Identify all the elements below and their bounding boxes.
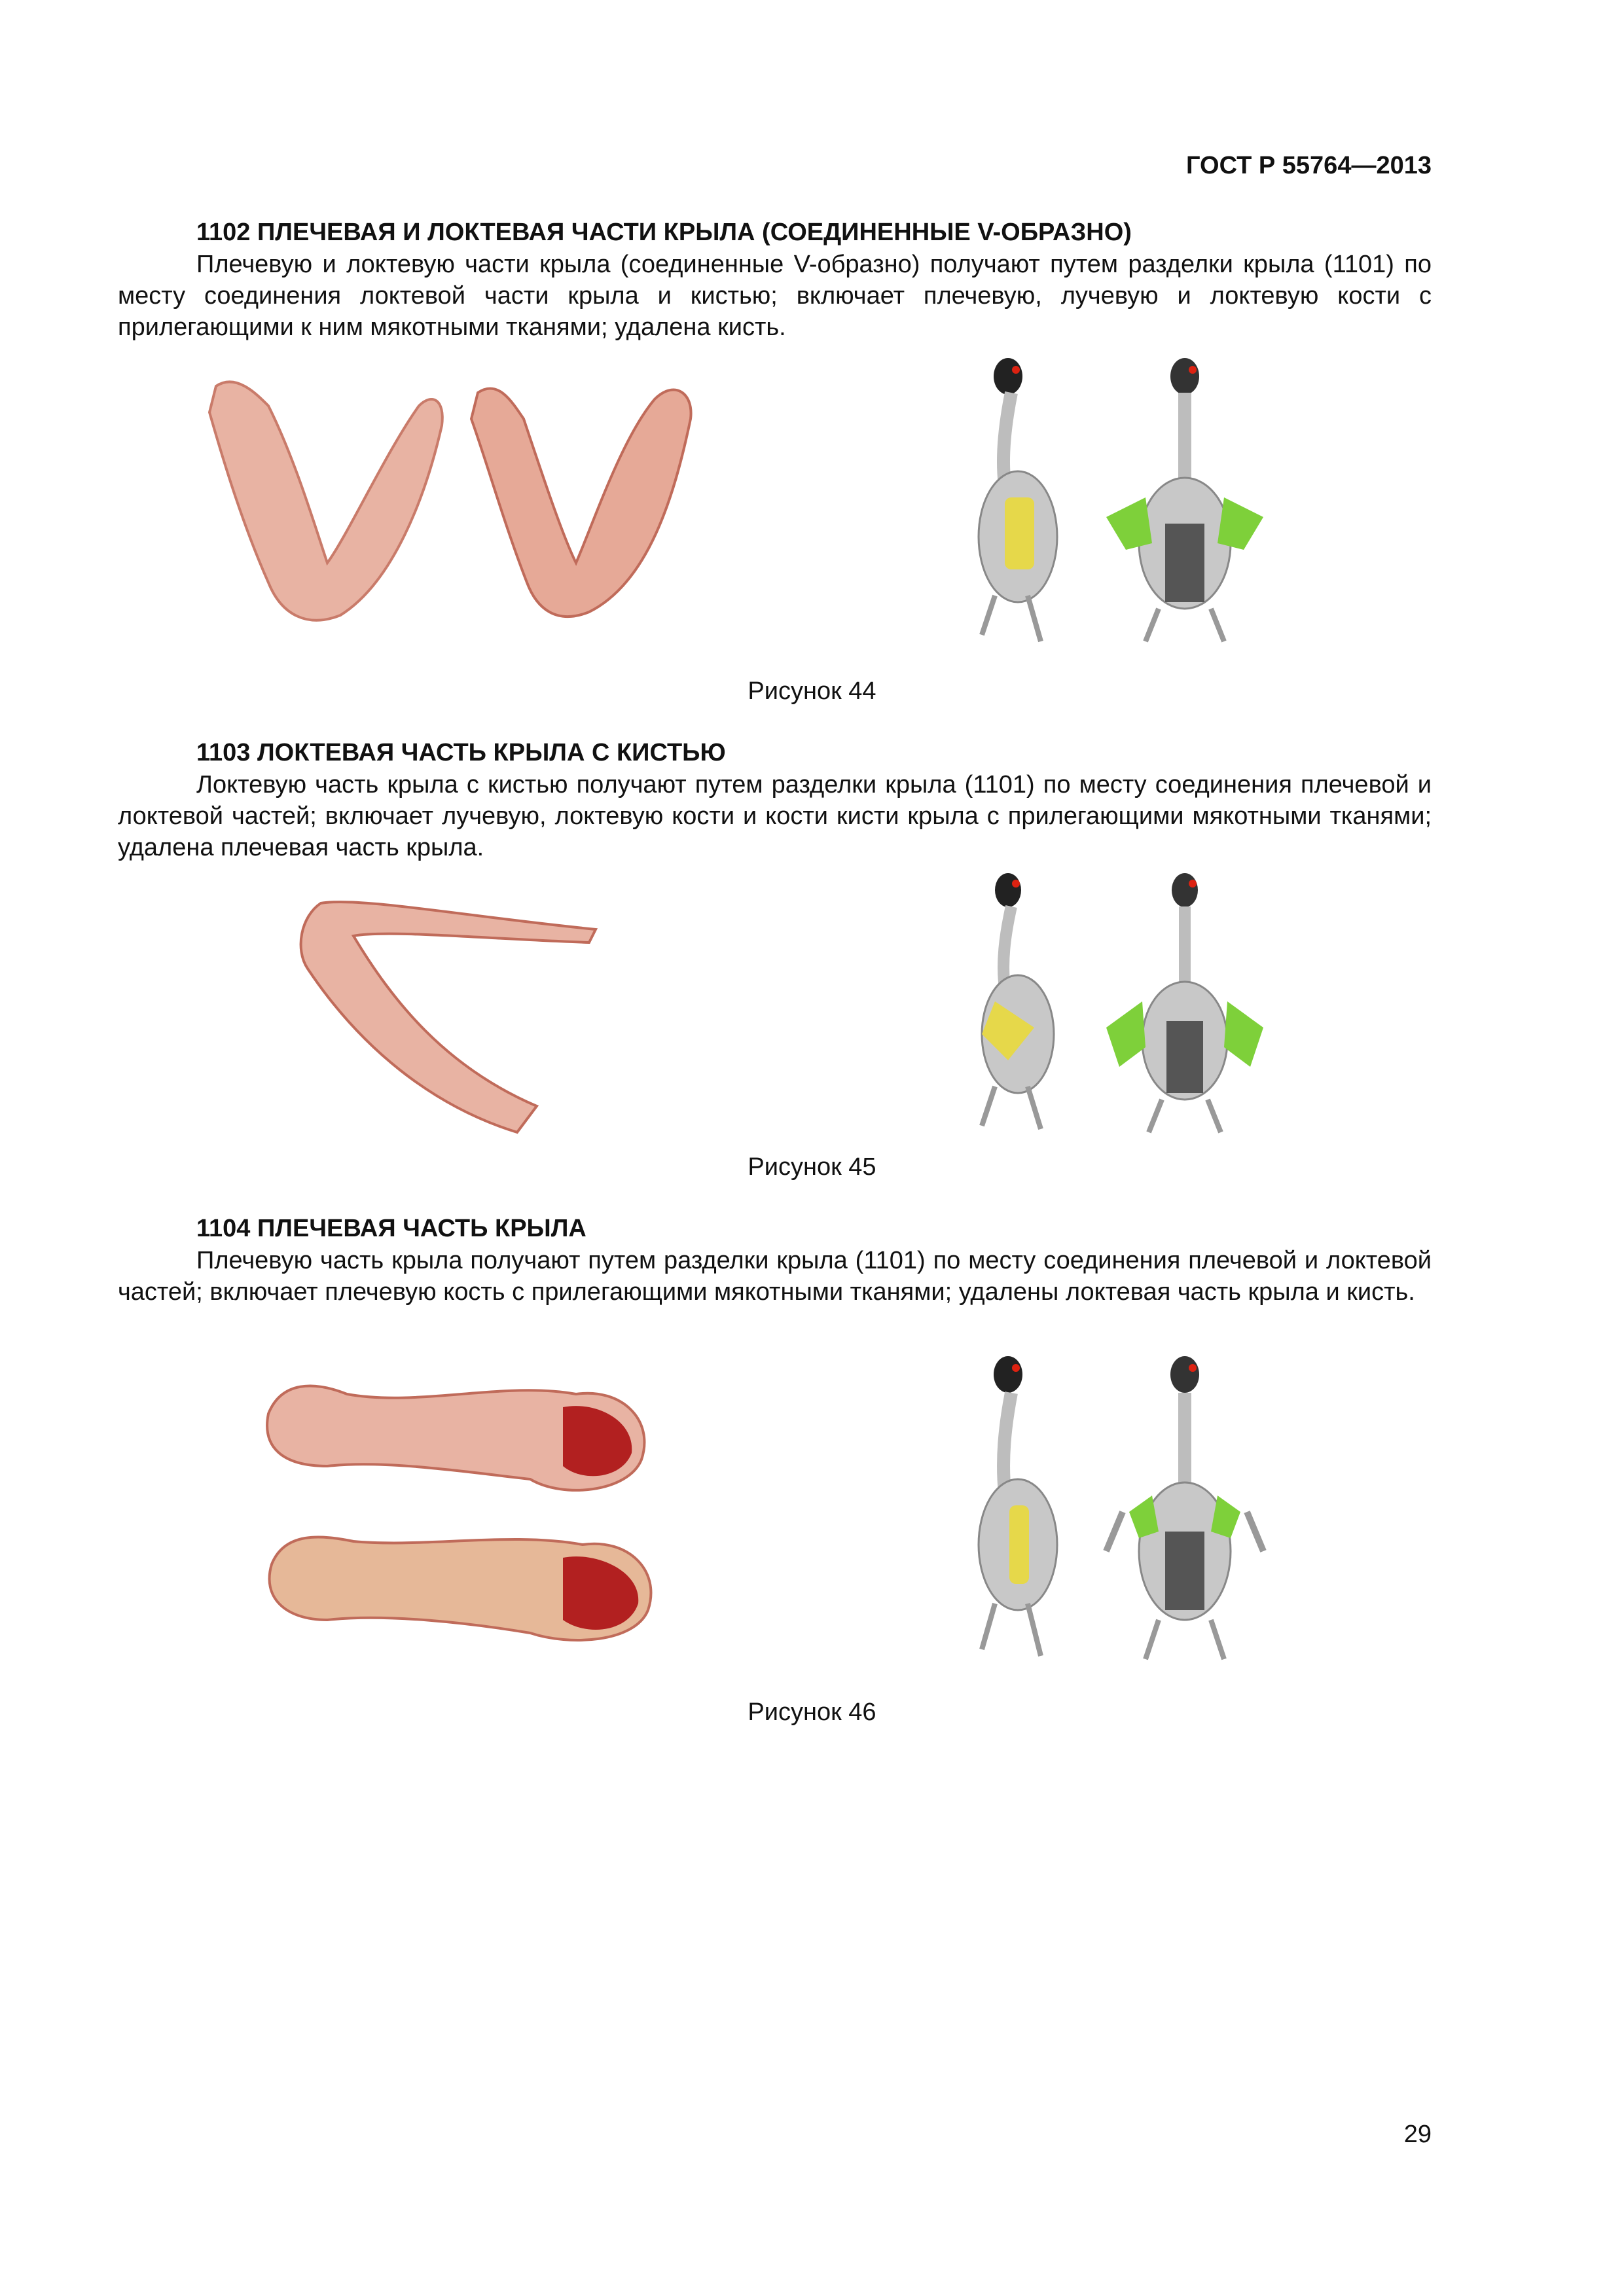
section-1104 [118, 1212, 1432, 1308]
section-1102 [118, 216, 1432, 343]
section-title: 1103 ЛОКТЕВАЯ ЧАСТЬ КРЫЛА С КИСТЬЮ [196, 739, 726, 766]
section-1103 [118, 736, 1432, 863]
section-title: 1104 ПЛЕЧЕВАЯ ЧАСТЬ КРЫЛА [196, 1215, 586, 1242]
figure-caption: Рисунок 44 [748, 677, 876, 705]
page-number: 29 [1403, 2121, 1432, 2148]
section-body: Локтевую часть крыла с кистью получают путем разделки крыла (1101) по месту соединения плечевой и локтевой частей; включает лучевую, локтевую кости и кости кисти крыла с прилегающими мякотными тканями; удалена плечевая часть крыла. [118, 771, 1432, 861]
photo-v-wing-parts [196, 367, 733, 628]
section-body: Плечевую и локтевую части крыла (соединенные V-образно) получают путем разделки крыла (1101) по месту соединения локтевой части крыла и кистью; включает плечевую, лучевую и локтевую кости с прилегающими к ним мякотными тканями; удалена кисть. [118, 251, 1432, 341]
photo-wing-forearm-with-hand [281, 890, 622, 1152]
section-body: Плечевую часть крыла получают путем разделки крыла (1101) по месту соединения плечевой и локтевой частей; включает плечевую кость с прилегающими мякотными тканями; удалены локтевая часть крыла и кисть. [118, 1247, 1432, 1306]
photo-upper-wing-parts [255, 1368, 674, 1669]
figure-caption: Рисунок 45 [748, 1153, 876, 1181]
section-title: 1102 ПЛЕЧЕВАЯ И ЛОКТЕВАЯ ЧАСТИ КРЫЛА (СОЕДИНЕННЫЕ V-ОБРАЗНО) [196, 219, 1132, 246]
skeleton-diagram-1102 [956, 347, 1296, 655]
skeleton-diagram-1103 [956, 864, 1296, 1139]
skeleton-diagram-1104 [956, 1342, 1296, 1669]
document-header: ГОСТ Р 55764—2013 [1186, 152, 1432, 179]
figure-caption: Рисунок 46 [748, 1698, 876, 1726]
